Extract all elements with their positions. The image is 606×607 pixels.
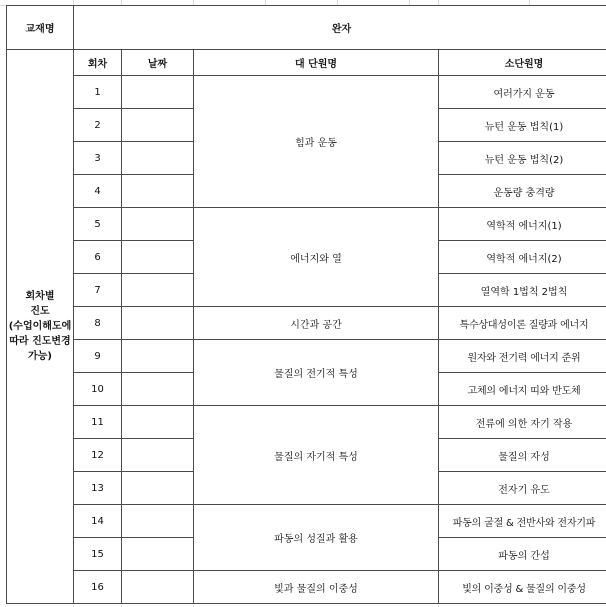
session-number[interactable]: 9 bbox=[74, 340, 122, 373]
session-number[interactable]: 2 bbox=[74, 109, 122, 142]
date-cell[interactable] bbox=[122, 307, 194, 340]
unit-name[interactable]: 빛과 물질의 이중성 bbox=[194, 571, 439, 604]
date-cell[interactable] bbox=[122, 175, 194, 208]
unit-name[interactable]: 에너지와 열 bbox=[194, 208, 439, 307]
col-header-unit[interactable]: 대 단원명 bbox=[194, 50, 439, 76]
date-cell[interactable] bbox=[122, 340, 194, 373]
unit-name[interactable]: 힘과 운동 bbox=[194, 76, 439, 208]
col-header-date[interactable]: 날짜 bbox=[122, 50, 194, 76]
session-number[interactable]: 10 bbox=[74, 373, 122, 406]
session-number[interactable]: 13 bbox=[74, 472, 122, 505]
progress-table bbox=[6, 5, 606, 604]
col-header-session[interactable]: 회차 bbox=[74, 50, 122, 76]
session-number[interactable]: 3 bbox=[74, 142, 122, 175]
subunit-name[interactable]: 뉴턴 운동 법칙(1) bbox=[439, 109, 606, 142]
table-row bbox=[7, 307, 606, 340]
subunit-name[interactable]: 파동의 굴절 & 전반사와 전자기파 bbox=[439, 505, 606, 538]
header-row bbox=[7, 6, 606, 50]
unit-name[interactable]: 물질의 자기적 특성 bbox=[194, 406, 439, 505]
date-cell[interactable] bbox=[122, 538, 194, 571]
unit-name[interactable]: 물질의 전기적 특성 bbox=[194, 340, 439, 406]
subunit-name[interactable]: 고체의 에너지 띠와 반도체 bbox=[439, 373, 606, 406]
col-header-subunit[interactable]: 소단원명 bbox=[439, 50, 606, 76]
column-header-row bbox=[7, 50, 606, 76]
subunit-name[interactable]: 역학적 에너지(1) bbox=[439, 208, 606, 241]
table-row bbox=[7, 406, 606, 439]
unit-name[interactable]: 파동의 성질과 활용 bbox=[194, 505, 439, 571]
subunit-name[interactable]: 특수상대성이론 질량과 에너지 bbox=[439, 307, 606, 340]
session-number[interactable]: 1 bbox=[74, 76, 122, 109]
date-cell[interactable] bbox=[122, 406, 194, 439]
session-number[interactable]: 12 bbox=[74, 439, 122, 472]
side-label-line: 진도 bbox=[30, 306, 50, 317]
session-number[interactable]: 5 bbox=[74, 208, 122, 241]
date-cell[interactable] bbox=[122, 241, 194, 274]
date-cell[interactable] bbox=[122, 472, 194, 505]
table-row bbox=[7, 571, 606, 604]
date-cell[interactable] bbox=[122, 373, 194, 406]
subunit-name[interactable]: 뉴턴 운동 법칙(2) bbox=[439, 142, 606, 175]
unit-name[interactable]: 시간과 공간 bbox=[194, 307, 439, 340]
side-label-line: (수업이해도에 bbox=[8, 321, 72, 332]
table-row bbox=[7, 340, 606, 373]
side-label-line: 가능) bbox=[28, 351, 52, 362]
textbook-label[interactable]: 교재명 bbox=[7, 6, 74, 50]
date-cell[interactable] bbox=[122, 439, 194, 472]
subunit-name[interactable]: 원자와 전기력 에너지 준위 bbox=[439, 340, 606, 373]
subunit-name[interactable]: 역학적 에너지(2) bbox=[439, 241, 606, 274]
date-cell[interactable] bbox=[122, 571, 194, 604]
subunit-name[interactable]: 여러가지 운동 bbox=[439, 76, 606, 109]
session-number[interactable]: 7 bbox=[74, 274, 122, 307]
side-label-line: 따라 진도변경 bbox=[9, 336, 71, 347]
session-number[interactable]: 6 bbox=[74, 241, 122, 274]
subunit-name[interactable]: 열역학 1법칙 2법칙 bbox=[439, 274, 606, 307]
session-number[interactable]: 8 bbox=[74, 307, 122, 340]
textbook-title[interactable]: 완자 bbox=[74, 6, 606, 50]
session-number[interactable]: 11 bbox=[74, 406, 122, 439]
side-label-line: 회차별 bbox=[25, 291, 55, 302]
date-cell[interactable] bbox=[122, 208, 194, 241]
date-cell[interactable] bbox=[122, 505, 194, 538]
subunit-name[interactable]: 파동의 간섭 bbox=[439, 538, 606, 571]
progress-side-label[interactable] bbox=[7, 50, 74, 604]
date-cell[interactable] bbox=[122, 109, 194, 142]
table-row bbox=[7, 208, 606, 241]
table-row bbox=[7, 505, 606, 538]
date-cell[interactable] bbox=[122, 142, 194, 175]
session-number[interactable]: 4 bbox=[74, 175, 122, 208]
subunit-name[interactable]: 물질의 자성 bbox=[439, 439, 606, 472]
session-number[interactable]: 16 bbox=[74, 571, 122, 604]
session-number[interactable]: 14 bbox=[74, 505, 122, 538]
date-cell[interactable] bbox=[122, 76, 194, 109]
subunit-name[interactable]: 전자기 유도 bbox=[439, 472, 606, 505]
subunit-name[interactable]: 전류에 의한 자기 작용 bbox=[439, 406, 606, 439]
session-number[interactable]: 15 bbox=[74, 538, 122, 571]
date-cell[interactable] bbox=[122, 274, 194, 307]
table-row bbox=[7, 76, 606, 109]
subunit-name[interactable]: 운동량 충격량 bbox=[439, 175, 606, 208]
subunit-name[interactable]: 빛의 이중성 & 물질의 이중성 bbox=[439, 571, 606, 604]
